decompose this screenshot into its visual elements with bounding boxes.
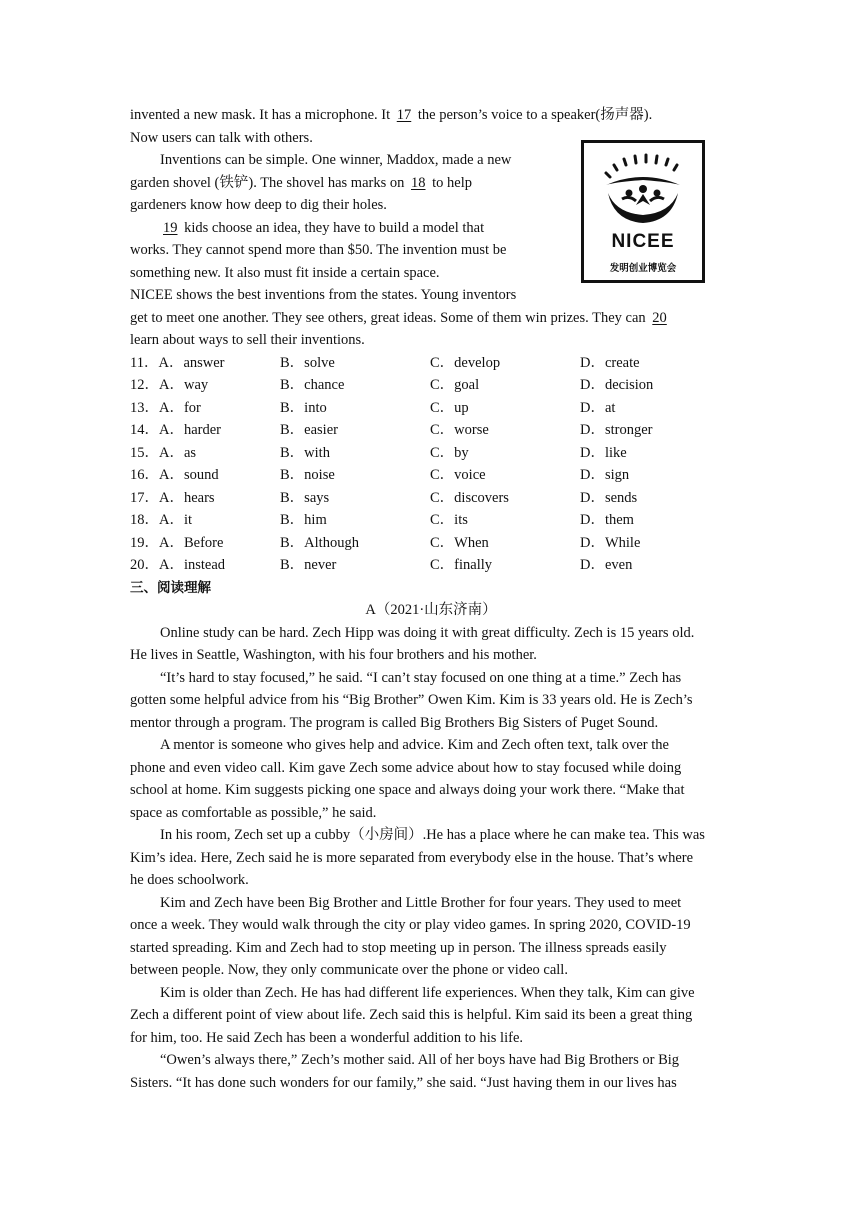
- passage-line: Kim and Zech have been Big Brother and Little Brother for four years. They used to meet: [160, 894, 682, 911]
- option-choice: [580, 419, 653, 442]
- passage-line: Zech a different point of view about life. Zech said this is helpful. Kim said its been a great thing: [130, 1007, 693, 1023]
- option-text: A．way: [159, 377, 209, 393]
- option-text: A．instead: [159, 557, 226, 573]
- option-choice: [280, 442, 330, 465]
- passage-line: A mentor is someone who gives help and advice. Kim and Zech often text, talk over the: [160, 737, 669, 753]
- passage-line: phone and even video call. Kim gave Zech some advice about how to stay focused while doing: [130, 759, 682, 776]
- cloze-line: NICEE shows the best inventions from the states. Young inventors: [130, 287, 517, 303]
- option-text: B．chance: [280, 377, 345, 393]
- option-text: C．discovers: [430, 489, 509, 506]
- passage-line: once a week. They would walk through the city or play video games. In spring 2020, COVID-19: [130, 917, 691, 933]
- cloze-line: Now users can talk with others.: [130, 129, 313, 146]
- option-choice: [280, 464, 335, 487]
- option-choice: [430, 397, 469, 420]
- passage-line: Kim is older than Zech. He has had different life experiences. When they talk, Kim can give: [160, 984, 695, 1001]
- option-choice: [430, 442, 469, 465]
- question-number: 15．: [130, 444, 159, 461]
- option-choice: [130, 464, 219, 487]
- option-text: D．create: [580, 354, 640, 371]
- option-choice: [430, 374, 479, 397]
- option-text: C．worse: [430, 422, 489, 438]
- passage-line: started spreading. Kim and Zech had to stop meeting up in person. The illness spreads easily: [130, 939, 667, 956]
- passage-body: [130, 622, 732, 1095]
- options-list: [130, 352, 732, 577]
- passage-line: mentor through a program. The program is called Big Brothers Big Sisters of Puget Sound.: [130, 714, 659, 731]
- question-number: 14．: [130, 422, 159, 438]
- option-row: [130, 487, 732, 510]
- option-text: A．hears: [159, 489, 215, 506]
- blank-18: 18: [411, 174, 426, 191]
- passage-line: space as comfortable as possible,” he said.: [130, 804, 377, 821]
- cloze-line: learn about ways to sell their inventions.: [130, 332, 365, 348]
- option-choice: [280, 352, 335, 375]
- option-choice: [130, 374, 208, 397]
- option-text: C．by: [430, 444, 469, 461]
- option-choice: [580, 397, 615, 420]
- question-number: 17．: [130, 489, 159, 506]
- text: invented a new mask. It has a microphone. It: [130, 107, 394, 123]
- question-number: 18．: [130, 512, 159, 528]
- option-choice: [280, 419, 338, 442]
- option-text: D．decision: [580, 377, 654, 393]
- option-text: C．voice: [430, 467, 486, 483]
- passage-line: “It’s hard to stay focused,” he said. “I can’t stay focused on one thing at a time.” Zech has: [160, 669, 682, 686]
- nicee-logo: [581, 140, 705, 283]
- question-number: 12．: [130, 377, 159, 393]
- passage-line: Kim’s idea. Here, Zech said he is more separated from everybody else in the house. That’s where: [130, 849, 694, 866]
- option-row: [130, 374, 732, 397]
- option-choice: [430, 509, 468, 532]
- option-choice: [130, 532, 223, 555]
- cloze-line: Inventions can be simple. One winner, Maddox, made a new: [160, 152, 512, 168]
- option-choice: [430, 419, 489, 442]
- option-text: B．solve: [280, 354, 335, 371]
- cloze-line: [130, 104, 732, 127]
- blank-19: 19: [163, 219, 178, 236]
- text: to help: [428, 174, 472, 191]
- option-choice: [280, 397, 327, 420]
- option-text: D．stronger: [580, 422, 653, 438]
- option-row: [130, 554, 732, 577]
- cloze-line: works. They cannot spend more than $50. The invention must be: [130, 242, 507, 258]
- option-text: A．answer: [158, 354, 225, 371]
- option-choice: [580, 509, 634, 532]
- option-text: C．finally: [430, 557, 493, 573]
- option-text: A．for: [159, 399, 201, 416]
- option-text: B．noise: [280, 467, 335, 483]
- option-choice: [580, 352, 640, 375]
- option-row: [130, 419, 732, 442]
- text: get to meet one another. They see others, great ideas. Some of them win prizes. They can: [130, 309, 650, 326]
- option-text: D．even: [580, 557, 633, 573]
- option-text: A．it: [159, 512, 193, 528]
- option-row: [130, 464, 732, 487]
- option-choice: [580, 554, 632, 577]
- option-choice: [580, 532, 640, 555]
- cloze-line: something new. It also must fit inside a certain space.: [130, 264, 440, 281]
- option-text: B．him: [280, 512, 327, 528]
- option-text: B．easier: [280, 422, 338, 438]
- blank-17: 17: [396, 107, 412, 123]
- option-choice: [280, 487, 329, 510]
- option-text: C．up: [430, 399, 469, 416]
- logo-title: NICEE: [611, 231, 675, 252]
- option-choice: [130, 352, 225, 375]
- text: garden shovel (铁铲). The shovel has marks on: [130, 174, 408, 191]
- option-text: D．sends: [580, 489, 638, 506]
- option-text: B．Although: [280, 534, 359, 551]
- option-text: A．as: [159, 444, 197, 461]
- option-text: C．develop: [430, 354, 501, 371]
- option-choice: [130, 419, 221, 442]
- option-choice: [130, 487, 215, 510]
- passage-line: school at home. Kim suggests picking one space and always doing your work there. “Make that: [130, 782, 685, 798]
- option-text: D．at: [580, 399, 616, 416]
- option-choice: [280, 509, 327, 532]
- question-number: 11．: [130, 354, 159, 371]
- text: kids choose an idea, they have to build a model that: [180, 219, 485, 236]
- option-text: B．into: [280, 399, 327, 416]
- option-text: A．sound: [159, 467, 219, 483]
- option-choice: [280, 554, 336, 577]
- option-text: D．like: [580, 444, 627, 461]
- option-text: C．goal: [430, 377, 480, 393]
- option-text: C．its: [430, 512, 468, 528]
- option-choice: [430, 352, 500, 375]
- option-text: B．says: [280, 489, 330, 506]
- option-row: [130, 442, 732, 465]
- passage-line: he does schoolwork.: [130, 872, 249, 888]
- option-text: B．never: [280, 557, 337, 573]
- blank-20: 20: [652, 309, 667, 326]
- section-title: 三、阅读理解: [130, 579, 211, 596]
- option-row: [130, 352, 732, 375]
- option-text: B．with: [280, 444, 330, 461]
- option-choice: [580, 464, 629, 487]
- passage-line: He lives in Seattle, Washington, with his four brothers and his mother.: [130, 647, 537, 663]
- passage-line: between people. Now, they only communicate over the phone or video call.: [130, 962, 568, 978]
- passage-line: for him, too. He said Zech has been a wonderful addition to his life.: [130, 1029, 524, 1046]
- option-choice: [130, 509, 192, 532]
- logo-subtitle: 发明创业博览会: [609, 263, 677, 274]
- option-choice: [430, 464, 486, 487]
- option-choice: [430, 532, 489, 555]
- option-choice: [580, 442, 627, 465]
- option-choice: [130, 397, 201, 420]
- option-choice: [580, 374, 653, 397]
- option-text: D．sign: [580, 467, 630, 483]
- question-number: 16．: [130, 467, 159, 483]
- cloze-line: gardeners know how deep to dig their holes.: [130, 197, 387, 213]
- option-choice: [430, 487, 509, 510]
- option-row: [130, 397, 732, 420]
- option-row: [130, 509, 732, 532]
- option-choice: [130, 554, 225, 577]
- option-choice: [130, 442, 196, 465]
- option-text: C．When: [430, 534, 489, 551]
- question-number: 13．: [130, 399, 159, 416]
- cloze-line: [130, 307, 732, 330]
- option-choice: [280, 532, 359, 555]
- text: the person’s voice to a speaker(扬声器).: [414, 107, 653, 123]
- option-text: A．harder: [159, 422, 222, 438]
- passage-line: Online study can be hard. Zech Hipp was doing it with great difficulty. Zech is 15 years old.: [160, 624, 695, 641]
- passage-line: “Owen’s always there,” Zech’s mother said. All of her boys have had Big Brothers or Big: [160, 1052, 680, 1068]
- question-number: 20．: [130, 557, 159, 573]
- question-number: 19．: [130, 534, 159, 551]
- option-text: D．them: [580, 512, 634, 528]
- passage-line: In his room, Zech set up a cubby（小房间）.He has a place where he can make tea. This was: [160, 827, 705, 843]
- option-row: [130, 532, 732, 555]
- option-choice: [280, 374, 344, 397]
- passage-line: Sisters. “It has done such wonders for our family,” she said. “Just having them in our lives has: [130, 1074, 677, 1091]
- passage-line: gotten some helpful advice from his “Big Brother” Owen Kim. Kim is 33 years old. He is Zech’s: [130, 692, 693, 708]
- option-choice: [430, 554, 492, 577]
- option-text: A．Before: [159, 534, 224, 551]
- option-choice: [580, 487, 637, 510]
- option-text: D．While: [580, 534, 641, 551]
- passage-title: A（2021·山东济南）: [365, 602, 497, 618]
